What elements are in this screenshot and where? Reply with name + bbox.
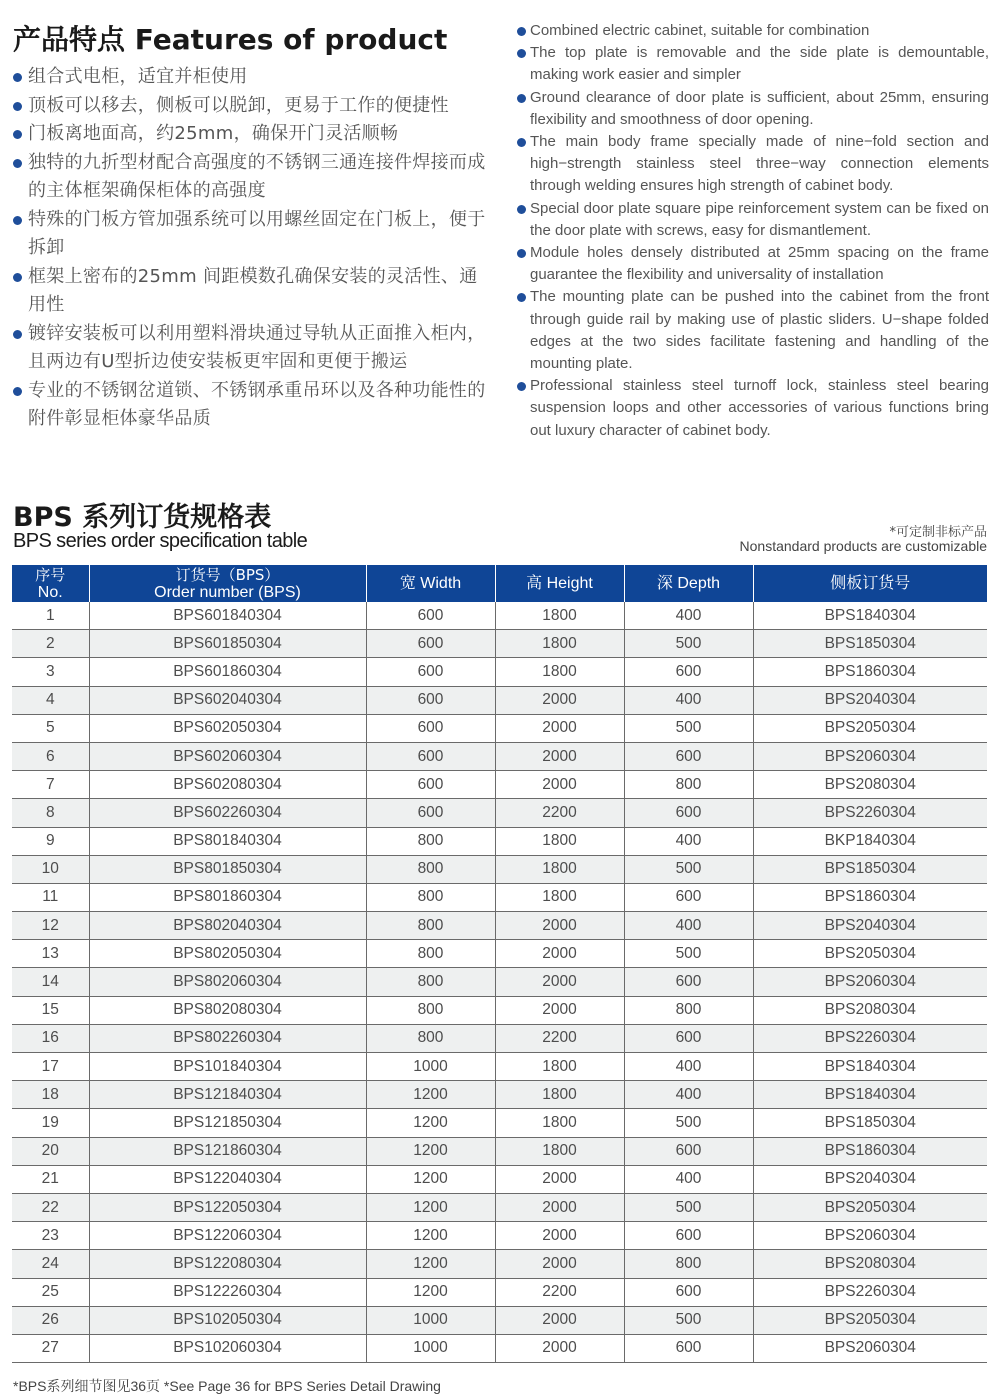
cell-order-number: BPS602050304 bbox=[89, 714, 366, 742]
cell-side-panel: BPS2040304 bbox=[753, 912, 987, 940]
feature-en-text: Special door plate square pipe reinforcement system can be fixed on the door plate with screws, easy for dismantlement. bbox=[530, 199, 989, 239]
cell-depth: 400 bbox=[624, 912, 753, 940]
cell-no: 3 bbox=[12, 658, 89, 686]
cell-depth: 600 bbox=[624, 742, 753, 770]
table-row bbox=[12, 996, 987, 1024]
cell-depth: 400 bbox=[624, 827, 753, 855]
feature-cn-text: 专业的不锈钢岔道锁、不锈钢承重吊环以及各种功能性的附件彰显柜体豪华品质 bbox=[28, 379, 486, 429]
cell-width: 1200 bbox=[366, 1250, 495, 1278]
cell-height: 2000 bbox=[495, 1222, 624, 1250]
cell-depth: 400 bbox=[624, 1165, 753, 1193]
cell-side-panel: BPS1850304 bbox=[753, 1109, 987, 1137]
cell-order-number: BPS122050304 bbox=[89, 1193, 366, 1221]
feature-cn-item bbox=[12, 206, 490, 263]
nonstandard-note-en: Nonstandard products are customizable bbox=[739, 538, 987, 554]
table-row bbox=[12, 1053, 987, 1081]
feature-en-text: The main body frame specially made of nine−fold section and high−strength stainless steel three−way connection elements through welding ensures high strength of cabinet body. bbox=[530, 133, 989, 195]
cell-no: 6 bbox=[12, 742, 89, 770]
bullet-icon bbox=[13, 73, 22, 82]
feature-en-text: Module holes densely distributed at 25mm spacing on the frame guarantee the flexibility and universality of installation bbox=[530, 244, 989, 284]
table-row bbox=[12, 1081, 987, 1109]
cell-no: 8 bbox=[12, 799, 89, 827]
feature-cn-text: 框架上密布的25mm 间距模数孔确保安装的灵活性、通用性 bbox=[28, 265, 478, 315]
cell-order-number: BPS102060304 bbox=[89, 1334, 366, 1362]
bullet-icon bbox=[13, 330, 22, 339]
cell-height: 1800 bbox=[495, 602, 624, 630]
cell-side-panel: BPS2080304 bbox=[753, 996, 987, 1024]
feature-cn-text: 镀锌安装板可以利用塑料滑块通过导轨从正面推入柜内，且两边有U型折边使安装板更牢固和更便于搬运 bbox=[28, 322, 486, 372]
cell-depth: 600 bbox=[624, 799, 753, 827]
cell-height: 2000 bbox=[495, 996, 624, 1024]
cell-depth: 400 bbox=[624, 1053, 753, 1081]
feature-cn-text: 顶板可以移去，侧板可以脱卸，更易于工作的便捷性 bbox=[28, 94, 449, 116]
header-side-panel: 侧板订货号 bbox=[753, 565, 987, 602]
cell-depth: 500 bbox=[624, 940, 753, 968]
cell-height: 2000 bbox=[495, 714, 624, 742]
feature-cn-text: 门板离地面高，约25mm，确保开门灵活顺畅 bbox=[28, 123, 399, 144]
cell-side-panel: BPS2080304 bbox=[753, 771, 987, 799]
cell-width: 600 bbox=[366, 742, 495, 770]
feature-en-text: The top plate is removable and the side plate is demountable, making work easier and simpler bbox=[530, 44, 989, 84]
cell-height: 2000 bbox=[495, 1250, 624, 1278]
feature-cn-item bbox=[12, 320, 490, 377]
cell-no: 9 bbox=[12, 827, 89, 855]
cell-no: 21 bbox=[12, 1165, 89, 1193]
cell-order-number: BPS801850304 bbox=[89, 855, 366, 883]
table-row bbox=[12, 968, 987, 996]
cell-no: 25 bbox=[12, 1278, 89, 1306]
header-width: 宽 Width bbox=[366, 565, 495, 602]
cell-order-number: BPS102050304 bbox=[89, 1306, 366, 1334]
cell-width: 600 bbox=[366, 771, 495, 799]
cell-height: 1800 bbox=[495, 658, 624, 686]
cell-height: 2200 bbox=[495, 1278, 624, 1306]
cell-side-panel: BPS1840304 bbox=[753, 1081, 987, 1109]
table-title-en: BPS series order specification table bbox=[13, 530, 308, 552]
cell-height: 1800 bbox=[495, 827, 624, 855]
bullet-icon bbox=[517, 49, 526, 58]
table-row bbox=[12, 714, 987, 742]
feature-en-item bbox=[517, 242, 989, 286]
header-order-en: Order number (BPS) bbox=[154, 583, 301, 601]
cell-order-number: BPS801860304 bbox=[89, 883, 366, 911]
cell-side-panel: BPS2060304 bbox=[753, 968, 987, 996]
cell-depth: 600 bbox=[624, 658, 753, 686]
cell-width: 800 bbox=[366, 1024, 495, 1052]
cell-width: 1200 bbox=[366, 1222, 495, 1250]
cell-order-number: BPS121850304 bbox=[89, 1109, 366, 1137]
feature-en-item bbox=[517, 131, 989, 198]
bullet-icon bbox=[13, 273, 22, 282]
cell-order-number: BPS802040304 bbox=[89, 912, 366, 940]
cell-depth: 500 bbox=[624, 1109, 753, 1137]
cell-width: 1200 bbox=[366, 1137, 495, 1165]
cell-side-panel: BPS1860304 bbox=[753, 883, 987, 911]
cell-order-number: BPS802060304 bbox=[89, 968, 366, 996]
header-order-number bbox=[89, 565, 366, 602]
cell-no: 19 bbox=[12, 1109, 89, 1137]
features-title: 产品特点 Features of product bbox=[13, 23, 448, 56]
cell-order-number: BPS802260304 bbox=[89, 1024, 366, 1052]
bullet-icon bbox=[517, 138, 526, 147]
cell-width: 600 bbox=[366, 714, 495, 742]
cell-no: 5 bbox=[12, 714, 89, 742]
cell-no: 18 bbox=[12, 1081, 89, 1109]
feature-cn-item bbox=[12, 149, 490, 206]
cell-no: 20 bbox=[12, 1137, 89, 1165]
header-height: 高 Height bbox=[495, 565, 624, 602]
bullet-icon bbox=[13, 130, 22, 139]
cell-order-number: BPS121860304 bbox=[89, 1137, 366, 1165]
bullet-icon bbox=[13, 159, 22, 168]
table-row bbox=[12, 1334, 987, 1362]
cell-depth: 500 bbox=[624, 1193, 753, 1221]
cell-no: 16 bbox=[12, 1024, 89, 1052]
feature-cn-text: 独特的九折型材配合高强度的不锈钢三通连接件焊接而成的主体框架确保柜体的高强度 bbox=[28, 151, 486, 201]
feature-en-text: The mounting plate can be pushed into the cabinet from the front through guide rail by making use of plastic sliders. U−shape folded edges at the two sides facilitate fastening and handling of the mounting plate. bbox=[530, 288, 989, 373]
cell-width: 600 bbox=[366, 799, 495, 827]
cell-height: 1800 bbox=[495, 1053, 624, 1081]
feature-cn-text: 特殊的门板方管加强系统可以用螺丝固定在门板上，便于拆卸 bbox=[28, 208, 486, 258]
cell-width: 800 bbox=[366, 996, 495, 1024]
cell-side-panel: BPS1850304 bbox=[753, 855, 987, 883]
order-spec-table bbox=[12, 565, 987, 1363]
cell-no: 15 bbox=[12, 996, 89, 1024]
cell-no: 12 bbox=[12, 912, 89, 940]
cell-side-panel: BPS2050304 bbox=[753, 714, 987, 742]
feature-en-item bbox=[517, 87, 989, 131]
cell-height: 2200 bbox=[495, 799, 624, 827]
cell-order-number: BPS101840304 bbox=[89, 1053, 366, 1081]
cell-order-number: BPS122260304 bbox=[89, 1278, 366, 1306]
cell-side-panel: BPS2040304 bbox=[753, 1165, 987, 1193]
cell-width: 800 bbox=[366, 940, 495, 968]
cell-height: 2000 bbox=[495, 771, 624, 799]
cell-side-panel: BPS1860304 bbox=[753, 1137, 987, 1165]
cell-width: 800 bbox=[366, 968, 495, 996]
cell-side-panel: BPS2050304 bbox=[753, 1193, 987, 1221]
cell-height: 2000 bbox=[495, 1193, 624, 1221]
feature-cn-item bbox=[12, 120, 490, 149]
cell-depth: 600 bbox=[624, 968, 753, 996]
header-order-cn: 订货号（BPS） bbox=[175, 565, 280, 584]
bullet-icon bbox=[517, 249, 526, 258]
table-row bbox=[12, 912, 987, 940]
cell-depth: 600 bbox=[624, 1334, 753, 1362]
table-row bbox=[12, 602, 987, 630]
header-depth: 深 Depth bbox=[624, 565, 753, 602]
cell-width: 600 bbox=[366, 602, 495, 630]
header-no bbox=[12, 565, 89, 602]
cell-order-number: BPS802080304 bbox=[89, 996, 366, 1024]
features-list-cn bbox=[12, 63, 490, 434]
table-row bbox=[12, 630, 987, 658]
table-row bbox=[12, 1137, 987, 1165]
cell-no: 4 bbox=[12, 686, 89, 714]
cell-depth: 400 bbox=[624, 686, 753, 714]
cell-depth: 400 bbox=[624, 602, 753, 630]
header-no-cn: 序号 bbox=[35, 565, 66, 584]
cell-order-number: BPS122040304 bbox=[89, 1165, 366, 1193]
cell-no: 26 bbox=[12, 1306, 89, 1334]
cell-no: 10 bbox=[12, 855, 89, 883]
bullet-icon bbox=[13, 387, 22, 396]
nonstandard-note-cn: *可定制非标产品 bbox=[889, 525, 987, 540]
cell-side-panel: BPS1840304 bbox=[753, 1053, 987, 1081]
table-title-cn: BPS 系列订货规格表 bbox=[13, 502, 272, 533]
feature-cn-item bbox=[12, 92, 490, 121]
cell-depth: 500 bbox=[624, 1306, 753, 1334]
bullet-icon bbox=[517, 27, 526, 36]
cell-order-number: BPS802050304 bbox=[89, 940, 366, 968]
cell-depth: 500 bbox=[624, 855, 753, 883]
cell-order-number: BPS601840304 bbox=[89, 602, 366, 630]
cell-height: 2000 bbox=[495, 686, 624, 714]
cell-depth: 600 bbox=[624, 1222, 753, 1250]
footnote: *BPS系列细节图见36页 *See Page 36 for BPS Series Detail Drawing bbox=[13, 1378, 441, 1394]
feature-cn-item bbox=[12, 263, 490, 320]
cell-no: 7 bbox=[12, 771, 89, 799]
cell-side-panel: BPS1860304 bbox=[753, 658, 987, 686]
cell-no: 23 bbox=[12, 1222, 89, 1250]
cell-side-panel: BPS2260304 bbox=[753, 1278, 987, 1306]
cell-height: 1800 bbox=[495, 883, 624, 911]
cell-height: 2000 bbox=[495, 742, 624, 770]
cell-no: 1 bbox=[12, 602, 89, 630]
cell-width: 800 bbox=[366, 827, 495, 855]
cell-side-panel: BPS2050304 bbox=[753, 1306, 987, 1334]
cell-width: 800 bbox=[366, 855, 495, 883]
feature-cn-item bbox=[12, 63, 490, 92]
feature-en-text: Ground clearance of door plate is sufficient, about 25mm, ensuring flexibility and smoothness of door opening. bbox=[530, 88, 989, 128]
cell-height: 2000 bbox=[495, 1306, 624, 1334]
cell-height: 1800 bbox=[495, 1137, 624, 1165]
bullet-icon bbox=[517, 382, 526, 391]
feature-en-item bbox=[517, 375, 989, 442]
cell-height: 1800 bbox=[495, 855, 624, 883]
cell-order-number: BPS602080304 bbox=[89, 771, 366, 799]
bullet-icon bbox=[517, 94, 526, 103]
cell-side-panel: BPS1840304 bbox=[753, 602, 987, 630]
cell-no: 14 bbox=[12, 968, 89, 996]
table-row bbox=[12, 658, 987, 686]
cell-depth: 400 bbox=[624, 1081, 753, 1109]
cell-no: 11 bbox=[12, 883, 89, 911]
table-row bbox=[12, 1165, 987, 1193]
cell-width: 1200 bbox=[366, 1081, 495, 1109]
cell-width: 1000 bbox=[366, 1334, 495, 1362]
table-row bbox=[12, 827, 987, 855]
cell-width: 1200 bbox=[366, 1278, 495, 1306]
cell-width: 1200 bbox=[366, 1193, 495, 1221]
cell-width: 1200 bbox=[366, 1165, 495, 1193]
cell-depth: 600 bbox=[624, 1137, 753, 1165]
cell-width: 600 bbox=[366, 630, 495, 658]
cell-no: 17 bbox=[12, 1053, 89, 1081]
cell-side-panel: BPS2060304 bbox=[753, 742, 987, 770]
cell-order-number: BPS602060304 bbox=[89, 742, 366, 770]
cell-width: 1000 bbox=[366, 1053, 495, 1081]
cell-height: 2000 bbox=[495, 1334, 624, 1362]
cell-width: 600 bbox=[366, 686, 495, 714]
cell-no: 22 bbox=[12, 1193, 89, 1221]
cell-height: 2200 bbox=[495, 1024, 624, 1052]
features-list-en bbox=[517, 20, 989, 442]
cell-order-number: BPS601860304 bbox=[89, 658, 366, 686]
cell-height: 2000 bbox=[495, 968, 624, 996]
cell-no: 13 bbox=[12, 940, 89, 968]
table-header-row bbox=[12, 565, 987, 602]
cell-height: 2000 bbox=[495, 940, 624, 968]
cell-no: 2 bbox=[12, 630, 89, 658]
table-row bbox=[12, 1024, 987, 1052]
cell-depth: 800 bbox=[624, 771, 753, 799]
table-row bbox=[12, 855, 987, 883]
table-row bbox=[12, 883, 987, 911]
feature-cn-item bbox=[12, 377, 490, 434]
cell-height: 1800 bbox=[495, 630, 624, 658]
feature-en-item bbox=[517, 286, 989, 375]
cell-depth: 500 bbox=[624, 630, 753, 658]
cell-order-number: BPS602040304 bbox=[89, 686, 366, 714]
feature-en-item bbox=[517, 20, 989, 42]
cell-side-panel: BPS2080304 bbox=[753, 1250, 987, 1278]
cell-no: 27 bbox=[12, 1334, 89, 1362]
cell-side-panel: BPS2060304 bbox=[753, 1222, 987, 1250]
cell-side-panel: BPS1850304 bbox=[753, 630, 987, 658]
cell-side-panel: BPS2260304 bbox=[753, 799, 987, 827]
table-row bbox=[12, 1193, 987, 1221]
bullet-icon bbox=[13, 102, 22, 111]
cell-side-panel: BPS2060304 bbox=[753, 1334, 987, 1362]
table-row bbox=[12, 1222, 987, 1250]
cell-side-panel: BPS2050304 bbox=[753, 940, 987, 968]
cell-width: 1000 bbox=[366, 1306, 495, 1334]
table-row bbox=[12, 799, 987, 827]
cell-order-number: BPS801840304 bbox=[89, 827, 366, 855]
table-row bbox=[12, 771, 987, 799]
feature-en-item bbox=[517, 42, 989, 86]
cell-depth: 600 bbox=[624, 1024, 753, 1052]
cell-height: 2000 bbox=[495, 1165, 624, 1193]
header-no-en: No. bbox=[37, 583, 63, 601]
cell-height: 1800 bbox=[495, 1109, 624, 1137]
table-row bbox=[12, 1278, 987, 1306]
feature-en-text: Combined electric cabinet, suitable for combination bbox=[530, 22, 870, 39]
table-row bbox=[12, 1306, 987, 1334]
table-row bbox=[12, 1250, 987, 1278]
table-row bbox=[12, 940, 987, 968]
cell-height: 2000 bbox=[495, 912, 624, 940]
cell-depth: 600 bbox=[624, 883, 753, 911]
bullet-icon bbox=[517, 293, 526, 302]
feature-cn-text: 组合式电柜，适宜并柜使用 bbox=[28, 66, 248, 87]
cell-order-number: BPS122080304 bbox=[89, 1250, 366, 1278]
bullet-icon bbox=[13, 216, 22, 225]
cell-width: 600 bbox=[366, 658, 495, 686]
cell-height: 1800 bbox=[495, 1081, 624, 1109]
cell-width: 800 bbox=[366, 912, 495, 940]
cell-no: 24 bbox=[12, 1250, 89, 1278]
cell-width: 800 bbox=[366, 883, 495, 911]
cell-side-panel: BPS2040304 bbox=[753, 686, 987, 714]
cell-depth: 800 bbox=[624, 996, 753, 1024]
table-row bbox=[12, 686, 987, 714]
cell-side-panel: BPS2260304 bbox=[753, 1024, 987, 1052]
table-row bbox=[12, 742, 987, 770]
cell-order-number: BPS122060304 bbox=[89, 1222, 366, 1250]
cell-order-number: BPS601850304 bbox=[89, 630, 366, 658]
cell-depth: 500 bbox=[624, 714, 753, 742]
cell-depth: 600 bbox=[624, 1278, 753, 1306]
cell-depth: 800 bbox=[624, 1250, 753, 1278]
feature-en-text: Professional stainless steel turnoff lock, stainless steel bearing suspension loops and other accessories of various functions bring out luxury character of cabinet body. bbox=[530, 377, 989, 439]
feature-en-item bbox=[517, 198, 989, 242]
cell-side-panel: BKP1840304 bbox=[753, 827, 987, 855]
cell-width: 1200 bbox=[366, 1109, 495, 1137]
cell-order-number: BPS121840304 bbox=[89, 1081, 366, 1109]
cell-order-number: BPS602260304 bbox=[89, 799, 366, 827]
table-row bbox=[12, 1109, 987, 1137]
bullet-icon bbox=[517, 205, 526, 214]
